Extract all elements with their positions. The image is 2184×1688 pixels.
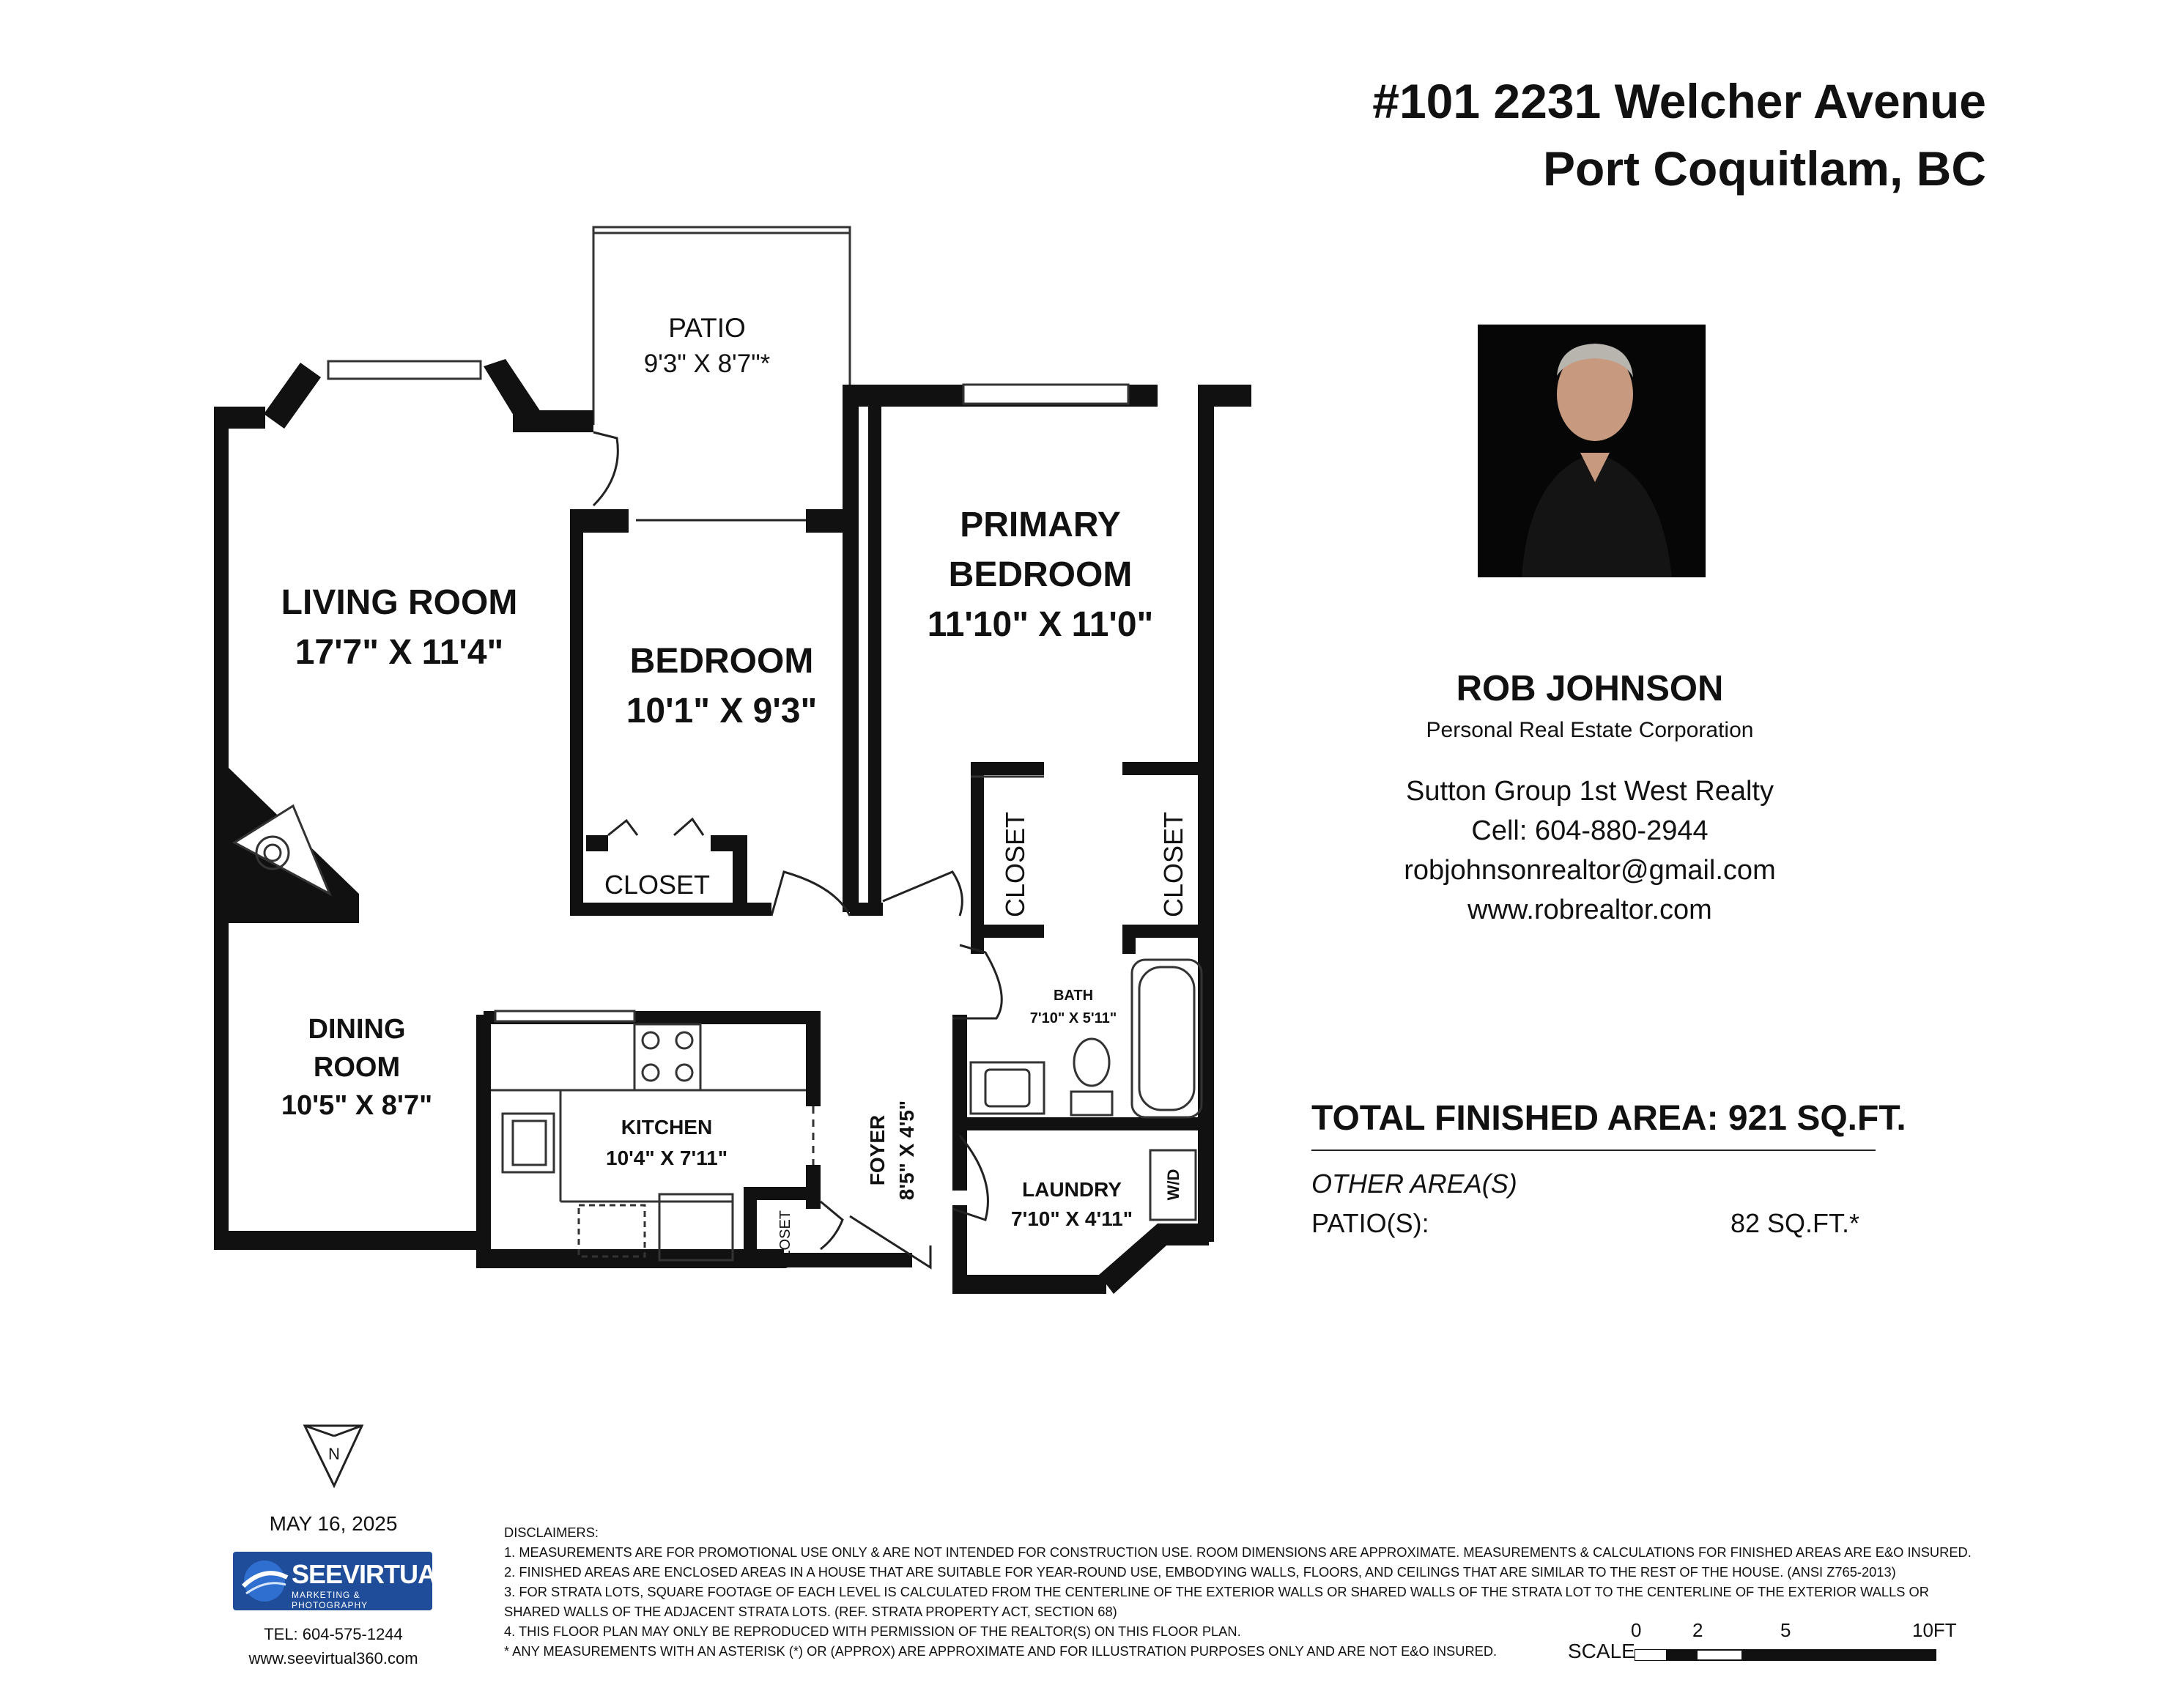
scale-bar [1568,1619,1978,1670]
disclaimer-line: 2. FINISHED AREAS ARE ENCLOSED AREAS IN A HOUSE THAT ARE SUITABLE FOR YEAR-ROUND USE, EMBODYING WALLS, FLOORS, AND CEILINGS THAT ARE SIMILAR TO THE REST OF THE HOUSE. (ANSI Z765-2013) [504,1564,1896,1580]
scale-bar-graphic [1568,1646,1978,1667]
north-label: N [328,1445,340,1463]
bath-dims: 7'10" X 5'11" [1029,1010,1117,1026]
disclaimer-line: 3. FOR STRATA LOTS, SQUARE FOOTAGE OF EACH LEVEL IS CALCULATED FROM THE CENTERLINE OF THE EXTERIOR WALLS OR SHARED WALLS OF THE STRATA LOT TO THE CENTERLINE OF THE EXTERIOR WALLS OR [504,1584,1929,1599]
kitchen-label: KITCHEN [621,1116,713,1139]
logo-wordmark: SEEVIRTUAL [292,1559,452,1589]
person-portrait-icon [1478,325,1706,577]
agent-corporation: Personal Real Estate Corporation [1426,718,1754,742]
doors [593,432,1002,1270]
scale-tick: 5 [1780,1619,1791,1641]
photographer-web[interactable]: www.seevirtual360.com [248,1649,418,1667]
plan-date: MAY 16, 2025 [269,1512,398,1535]
scale-tick: 10FT [1912,1619,1957,1641]
foyer-label: FOYER [866,1114,889,1186]
address-line-2: Port Coquitlam, BC [1543,141,1986,196]
patio-area-value: 82 SQ.FT.* [1730,1208,1859,1238]
disclaimer-line: 1. MEASUREMENTS ARE FOR PROMOTIONAL USE ONLY & ARE NOT INTENDED FOR CONSTRUCTION USE. ROOM DIMENSIONS ARE APPROXIMATE. MEASUREMENTS & CALCULATIONS FOR FINISHED AREAS ARE E&O INSURED. [504,1544,1972,1560]
laundry-dims: 7'10" X 4'11" [1011,1207,1133,1230]
primary-closet-left-label: CLOSET [1000,811,1030,918]
living-room-dims: 17'7" X 11'4" [295,633,504,672]
seevirtual-logo [233,1552,452,1610]
dining-room-label-2: ROOM [313,1052,401,1083]
bedroom-label: BEDROOM [629,642,814,681]
other-areas-heading: OTHER AREA(S) [1311,1169,1517,1199]
disclaimer-line: SHARED WALLS OF THE ADJACENT STRATA LOTS. (REF. STRATA PROPERTY ACT, SECTION 68) [504,1604,1117,1619]
north-arrow-icon [305,1426,362,1486]
scale-label: SCALE [1568,1640,1635,1662]
washer-dryer-label: W/D [1164,1169,1182,1201]
photographer-contact [220,1622,447,1670]
kitchen-dims: 10'4" X 7'11" [606,1147,728,1169]
bedroom-dims: 10'1" X 9'3" [626,692,818,730]
photographer-tel: TEL: 604-575-1244 [264,1625,403,1643]
primary-bedroom-dims: 11'10" X 11'0" [927,605,1154,644]
kitchen-closet-label: CLOSET [777,1210,793,1270]
logo-tagline: MARKETING & PHOTOGRAPHY [292,1590,369,1610]
patio-dims: 9'3" X 8'7"* [643,349,771,378]
dining-room-label-1: DINING [308,1014,406,1045]
bedroom-closet-label: CLOSET [604,870,711,900]
agent-email[interactable]: robjohnsonrealtor@gmail.com [1404,855,1776,886]
laundry-label: LAUNDRY [1022,1178,1122,1201]
scale-tick: 2 [1692,1619,1703,1641]
walls [214,359,1251,1294]
dining-room-dims: 10'5" X 8'7" [281,1090,433,1121]
foyer-dims: 8'5" X 4'5" [895,1100,918,1201]
bath-label: BATH [1053,988,1094,1004]
agent-photo [1478,325,1706,577]
living-room-label: LIVING ROOM [281,583,518,622]
patio-area-label: PATIO(S): [1311,1208,1429,1238]
agent-name: ROB JOHNSON [1456,669,1724,708]
agent-brokerage: Sutton Group 1st West Realty [1406,776,1774,807]
disclaimers-title: DISCLAIMERS: [504,1525,599,1540]
address-line-1: #101 2231 Welcher Avenue [1372,74,1986,128]
scale-tick: 0 [1631,1619,1642,1641]
disclaimer-line: 4. THIS FLOOR PLAN MAY ONLY BE REPRODUCED WITH PERMISSION OF THE REALTOR(S) ON THIS FLOOR PLAN. [504,1624,1241,1639]
total-finished-area: TOTAL FINISHED AREA: 921 SQ.FT. [1311,1095,1876,1151]
primary-bedroom-label-2: BEDROOM [948,555,1133,594]
primary-closet-right-label: CLOSET [1158,811,1188,918]
area-summary [1311,1095,1906,1243]
agent-cell: Cell: 604-880-2944 [1471,815,1709,846]
patio-label: PATIO [668,313,746,343]
disclaimer-line: * ANY MEASUREMENTS WITH AN ASTERISK (*) OR (APPROX) ARE APPROXIMATE AND FOR ILLUSTRATION PURPOSES ONLY AND ARE NOT E&O INSURED. [504,1643,1498,1659]
globe-swoosh-icon [239,1555,290,1607]
agent-website[interactable]: www.robrealtor.com [1467,895,1712,925]
primary-bedroom-label-1: PRIMARY [960,506,1121,544]
agent-info [1348,663,1832,930]
patio-area-row [1311,1204,1876,1243]
